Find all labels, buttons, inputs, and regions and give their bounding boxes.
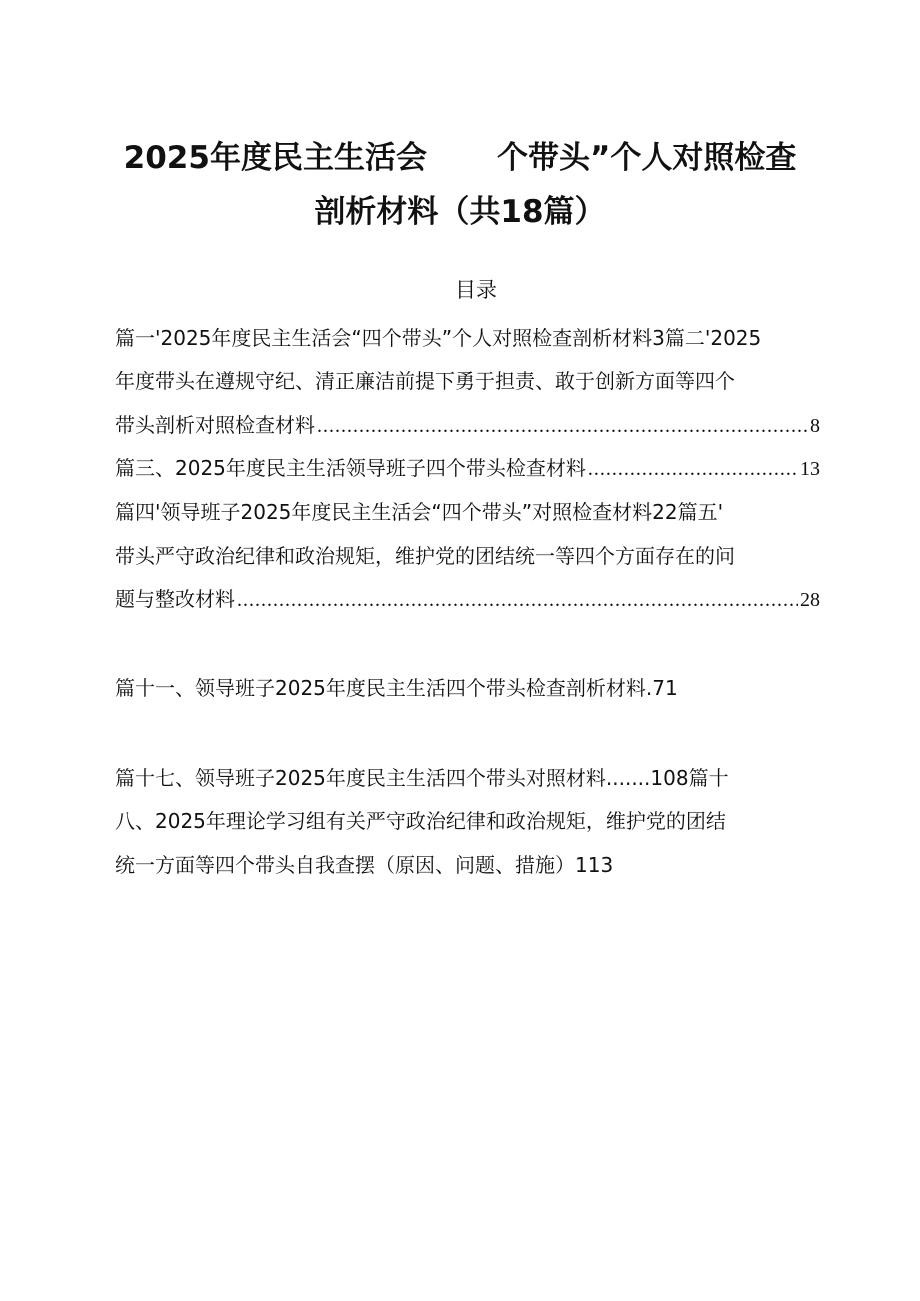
toc-heading: 目录 — [455, 278, 497, 302]
toc-page-number: 13 — [800, 458, 820, 480]
dot-leader — [237, 585, 798, 615]
toc-page-number: 28 — [800, 589, 820, 611]
dot-leader — [588, 454, 798, 484]
toc-line: 统一方面等四个带头自我查摆（原因、问题、措施）113 — [115, 853, 614, 877]
toc-entry-leader — [115, 584, 820, 615]
toc-entry-text: 带头剖析对照检查材料 — [115, 413, 315, 437]
toc-line: 篇四'领导班子2025年度民主生活会“四个带头”对照检查材料22篇五' — [115, 500, 724, 524]
dot-leader — [317, 411, 808, 441]
title-part-1: 2025年度民主生活会 — [123, 140, 427, 176]
document-title-line-1 — [0, 138, 920, 178]
toc-entry-text: 篇三、2025年度民主生活领导班子四个带头检查材料 — [115, 456, 586, 480]
toc-line: 篇十七、领导班子2025年度民主生活四个带头对照材料.......108篇十 — [115, 766, 729, 790]
toc-entry-leader — [115, 453, 820, 484]
toc-entry-leader — [115, 410, 820, 441]
document-title-line-2: 剖析材料（共18篇） — [314, 194, 606, 230]
toc-entry-text: 题与整改材料 — [115, 587, 235, 611]
toc-page-number: 8 — [810, 415, 820, 437]
toc-line: 篇一'2025年度民主生活会“四个带头”个人对照检查剖析材料3篇二'2025 — [115, 326, 762, 350]
toc-line: 带头严守政治纪律和政治规矩，维护党的团结统一等四个方面存在的问 — [115, 544, 735, 568]
title-part-2: 个带头”个人对照检查 — [496, 140, 797, 176]
toc-line: 篇十一、领导班子2025年度民主生活四个带头检查剖析材料.71 — [115, 676, 678, 700]
toc-line: 八、2025年理论学习组有关严守政治纪律和政治规矩，维护党的团结 — [115, 809, 726, 833]
toc-line: 年度带头在遵规守纪、清正廉洁前提下勇于担责、敢于创新方面等四个 — [115, 369, 735, 393]
